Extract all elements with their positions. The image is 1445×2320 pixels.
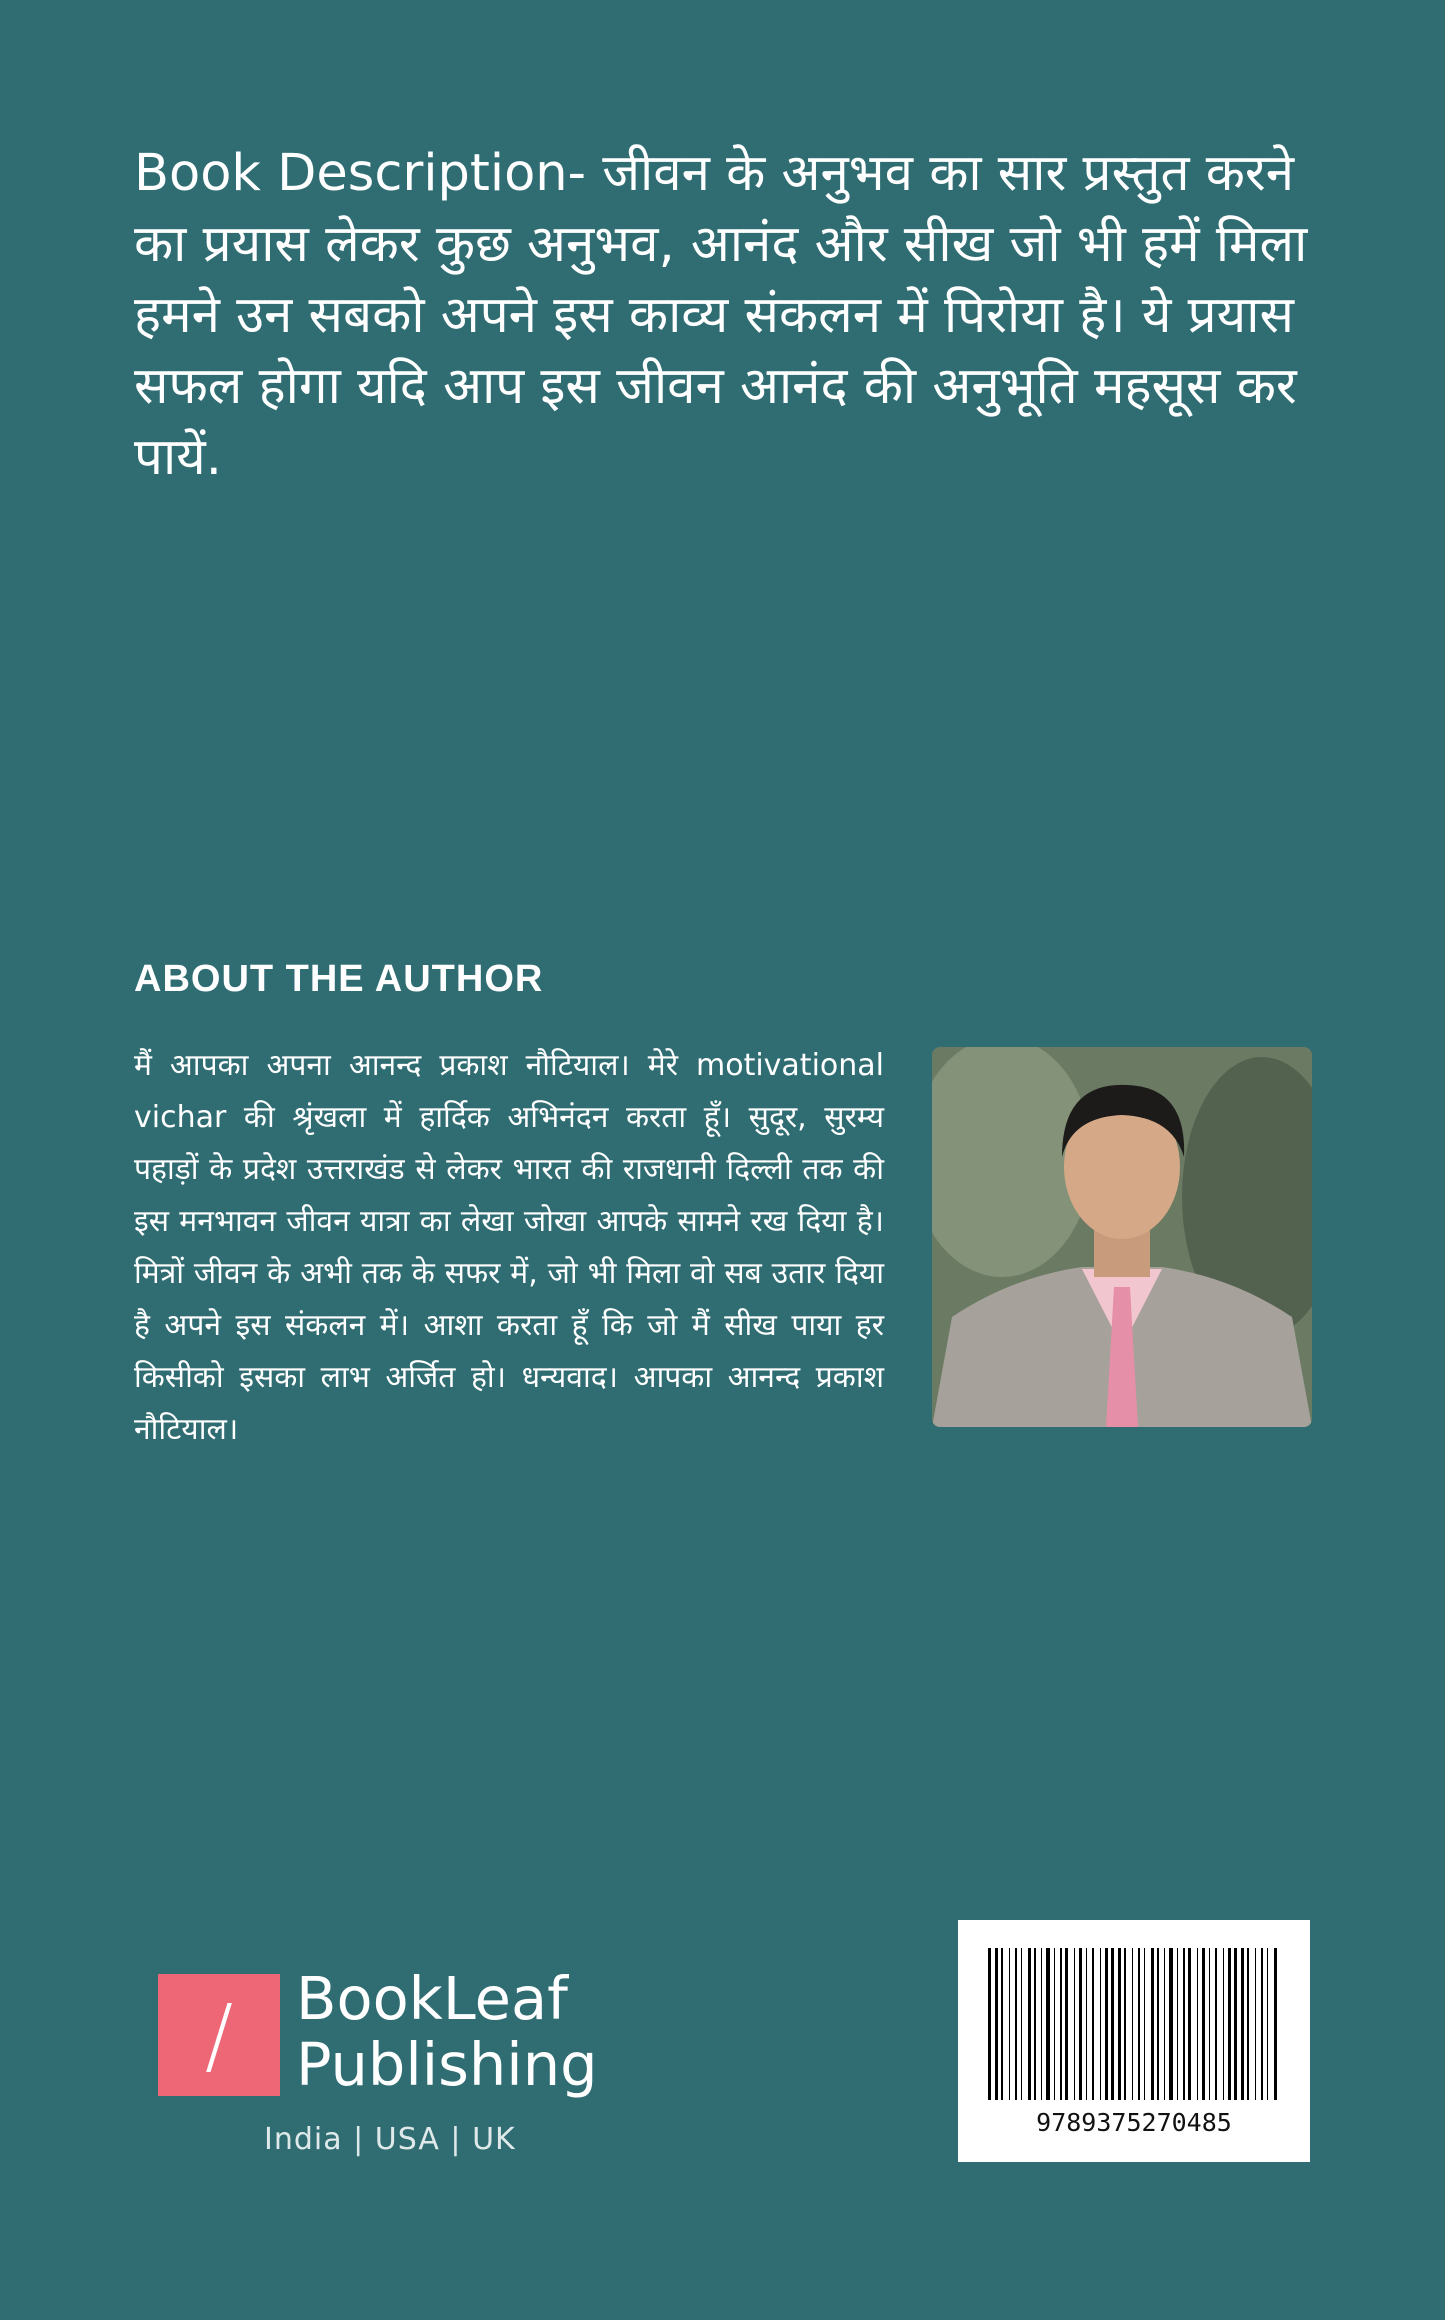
barcode-bar xyxy=(1183,1948,1185,2100)
barcode-bar xyxy=(1138,1948,1140,2100)
barcode-bar xyxy=(1100,1948,1101,2100)
barcode-bar xyxy=(1092,1948,1094,2100)
barcode-bar xyxy=(1228,1948,1231,2100)
barcode-bar xyxy=(1065,1948,1068,2100)
barcode-bar xyxy=(1169,1948,1173,2100)
barcode-bar xyxy=(1074,1948,1075,2100)
barcode-bar xyxy=(1164,1948,1165,2100)
about-author-heading: ABOUT THE AUTHOR xyxy=(134,958,544,1000)
publisher-name: BookLeaf Publishing xyxy=(296,1964,598,2099)
barcode-bar xyxy=(1247,1948,1249,2100)
barcode-bar xyxy=(1157,1948,1159,2100)
barcode-bar xyxy=(1060,1948,1062,2100)
barcode-bar xyxy=(1197,1948,1198,2100)
publisher-logo-mark xyxy=(158,1974,280,2096)
barcode-bar xyxy=(1046,1948,1050,2100)
barcode-bar xyxy=(1255,1948,1256,2100)
barcode-bar xyxy=(1111,1948,1114,2100)
isbn-number: 9789375270485 xyxy=(1036,2108,1232,2137)
barcode-bar xyxy=(1034,1948,1036,2100)
barcode-bar xyxy=(1202,1948,1205,2100)
barcode-bar xyxy=(1028,1948,1031,2100)
barcode-bar xyxy=(1234,1948,1237,2100)
barcode-bar xyxy=(1124,1948,1126,2100)
isbn-barcode xyxy=(958,1920,1310,2162)
barcode-bar xyxy=(1041,1948,1042,2100)
barcode-bar xyxy=(1223,1948,1224,2100)
publisher-regions: India | USA | UK xyxy=(264,2122,516,2157)
barcode-bar xyxy=(1151,1948,1154,2100)
barcode-bar xyxy=(1209,1948,1210,2100)
barcode-bar xyxy=(1009,1948,1010,2100)
publisher-logo xyxy=(158,1964,618,2172)
barcode-bar xyxy=(1215,1948,1217,2100)
barcode-bar xyxy=(1188,1948,1191,2100)
barcode-bar xyxy=(1001,1948,1003,2100)
barcode-bar xyxy=(1021,1948,1022,2100)
barcode-bar xyxy=(1261,1948,1263,2100)
barcode-bar xyxy=(1132,1948,1133,2100)
barcode-bar xyxy=(1274,1948,1277,2100)
barcode-bar xyxy=(1086,1948,1087,2100)
book-description: Book Description- जीवन के अनुभव का सार प्रस्तुत करने का प्रयास लेकर कुछ अनुभव, आनंद और सीख जो भी हमें मिला हमने उन सबको अपने इस काव्य संकलन में पिरोया है। ये प्रयास सफल होगा यदि आप इस जीवन आनंद की अनुभूति महसूस कर पायें. xyxy=(134,144,1308,487)
author-photo xyxy=(932,1047,1312,1427)
barcode-bar xyxy=(1144,1948,1145,2100)
barcode-bar xyxy=(1241,1948,1244,2100)
barcode-bar xyxy=(1177,1948,1178,2100)
barcode-bar xyxy=(1267,1948,1268,2100)
barcode-bar xyxy=(1015,1948,1017,2100)
barcode-bar xyxy=(1054,1948,1055,2100)
barcode-bar xyxy=(1105,1948,1108,2100)
barcode-bar xyxy=(995,1948,998,2100)
barcode-bar xyxy=(1079,1948,1082,2100)
barcode-bar xyxy=(1118,1948,1121,2100)
barcode-bar xyxy=(988,1948,991,2100)
author-bio: मैं आपका अपना आनन्द प्रकाश नौटियाल। मेरे motivational vichar की श्रृंखला में हार्दिक अभिनंदन करता हूँ। सुदूर, सुरम्य पहाड़ों के प्रदेश उत्तराखंड से लेकर भारत की राजधानी दिल्ली तक की इस मनभावन जीवन यात्रा का लेखा जोखा आपके सामने रख दिया है। मित्रों जीवन के अभी तक के सफर में, जो भी मिला वो सब उतार दिया है अपने इस संकलन में। आशा करता हूँ कि जो मैं सीख पाया हर किसीको इसका लाभ अर्जित हो। धन्यवाद। आपका आनन्द प्रकाश नौटियाल। xyxy=(134,1048,884,1447)
slash-icon: / xyxy=(204,1986,234,2084)
barcode-bars xyxy=(988,1948,1280,2100)
